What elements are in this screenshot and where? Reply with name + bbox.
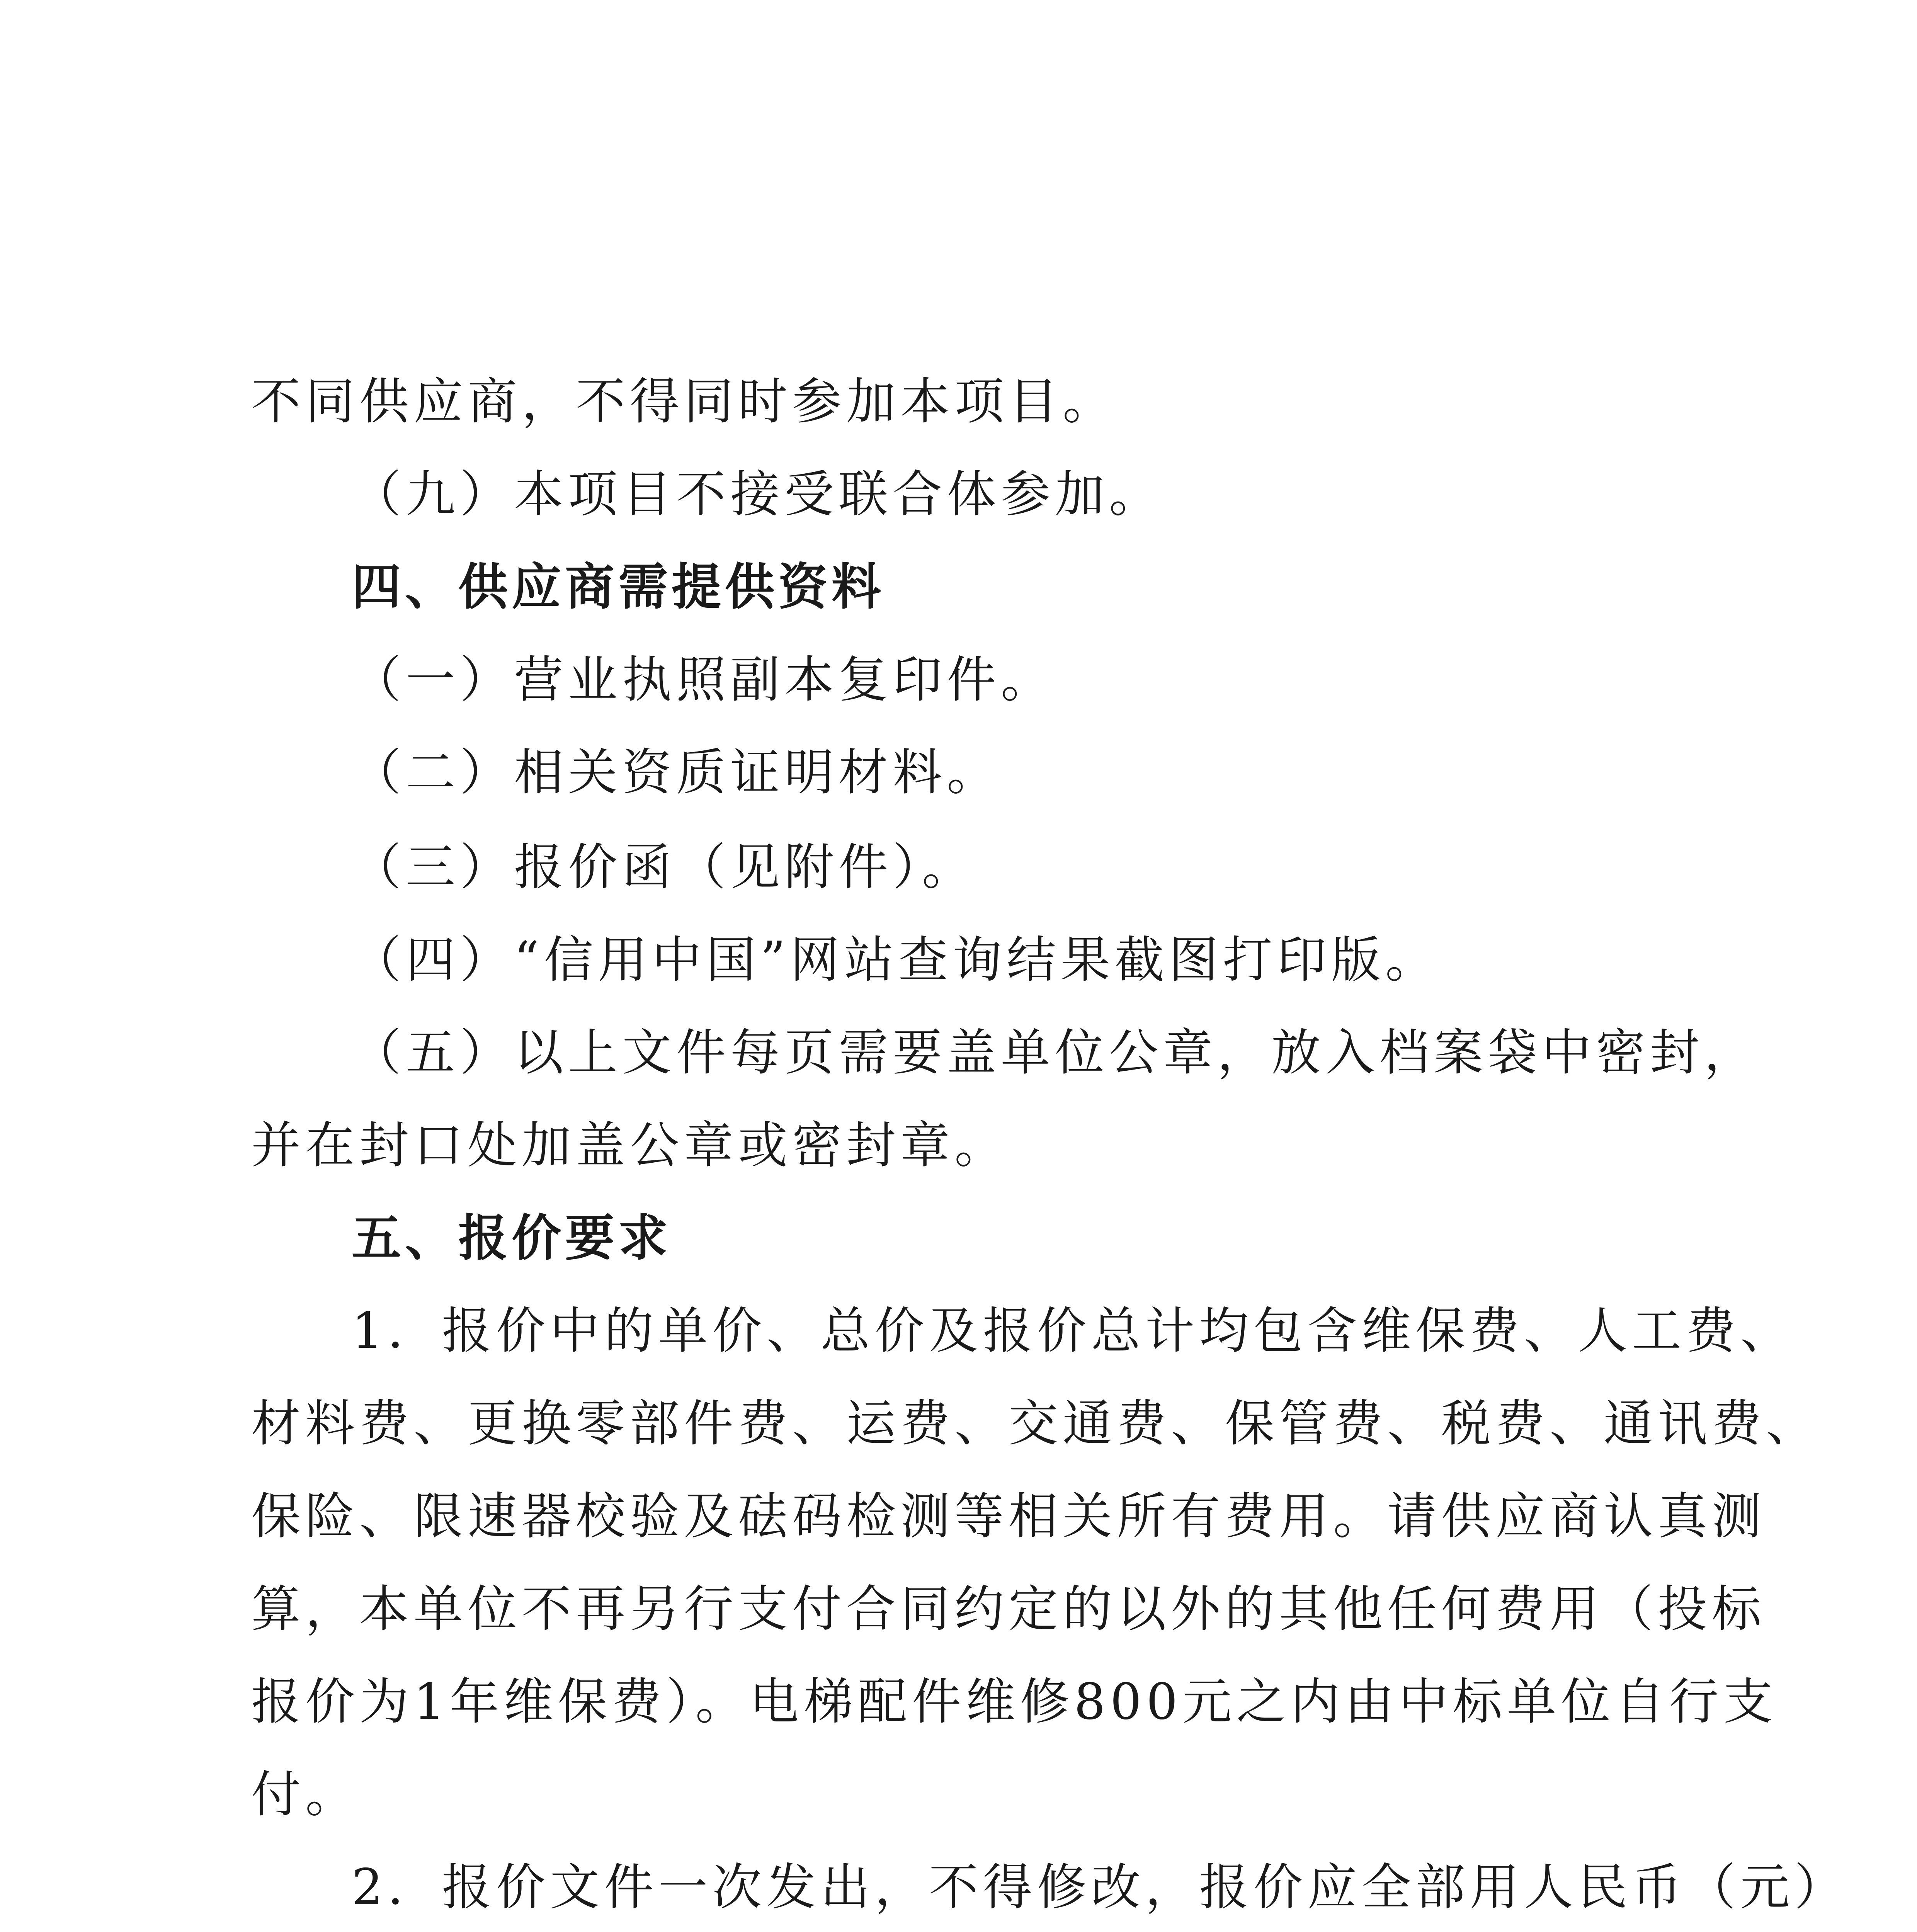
paragraph-line: 报价为1年维保费）。电梯配件维修800元之内由中标单位自行支 (251, 1673, 1778, 1731)
paragraph-line: 并在封口处加盖公章或密封章。 (251, 1117, 1009, 1174)
section-heading-5: 五、报价要求 (352, 1209, 672, 1267)
paragraph-line: 不同供应商，不得同时参加本项目。 (251, 373, 1117, 430)
list-item: （一）营业执照副本复印件。 (352, 651, 1055, 709)
list-item: （五）以上文件每页需要盖单位公章，放入档案袋中密封， (352, 1024, 1759, 1082)
paragraph-line: 1．报价中的单价、总价及报价总计均包含维保费、人工费、 (352, 1302, 1795, 1360)
paragraph-line: 保险、限速器校验及砝码检测等相关所有费用。请供应商认真测 (251, 1488, 1766, 1545)
paragraph-line: 2．报价文件一次发出，不得修改，报价应全部用人民币（元） (352, 1859, 1849, 1916)
list-item: （二）相关资质证明材料。 (352, 744, 1001, 801)
paragraph-line: 付。 (251, 1766, 360, 1823)
paragraph-line: （九）本项目不接受联合体参加。 (352, 466, 1163, 523)
paragraph-line: 材料费、更换零部件费、运费、交通费、保管费、税费、通讯费、 (251, 1395, 1820, 1452)
list-item: （四）“信用中国”网站查询结果截图打印版。 (352, 931, 1439, 989)
section-heading-4: 四、供应商需提供资料 (352, 558, 885, 616)
paragraph-line: 算，本单位不再另行支付合同约定的以外的其他任何费用（投标 (251, 1580, 1766, 1638)
list-item: （三）报价函（见附件）。 (352, 838, 976, 896)
